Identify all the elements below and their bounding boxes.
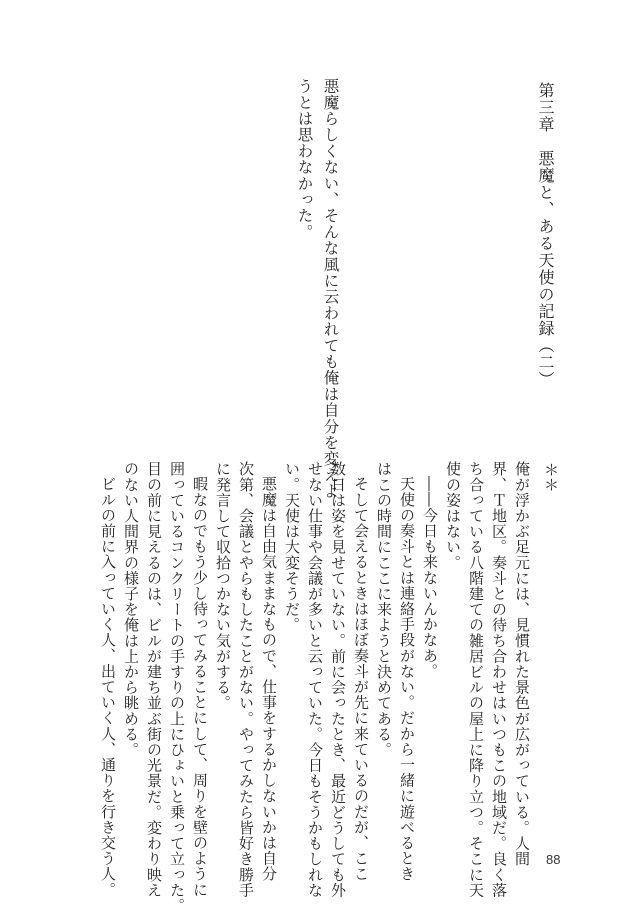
chapter-title: 第三章 悪魔と、ある天使の記録（二） xyxy=(536,82,555,388)
body-line: 俺が浮かぶ足元には、見慣れた景色が広がっている。人間 xyxy=(513,461,531,867)
body-line: 天使の奏斗とは連絡手段がない。だから一緒に遊べるとき xyxy=(398,476,416,882)
body-line: そして会えるときはほぼ奏斗が先に来ているのだが、ここ xyxy=(352,476,370,882)
page-number: 88 xyxy=(546,852,561,867)
body-line: 界、Ｔ地区。奏斗との待ち合わせはいつもこの地域だ。良く落 xyxy=(490,461,508,898)
body-line: 次第、会議とやらもしたことがない。やってみたら皆好き勝手 xyxy=(237,461,255,898)
epigraph-line-2: うとは思わなかった。 xyxy=(295,78,314,240)
body-line: ち合っている八階建ての雑居ビルの屋上に降り立つ。そこに天 xyxy=(467,461,485,898)
body-line: 数日は姿を見せていない。前に会ったとき、最近どうしても外 xyxy=(329,461,347,898)
body-line: せない仕事や会議が多いと云っていた。今日もそうかもしれな xyxy=(306,461,324,898)
body-line: 囲っているコンクリートの手すりの上にひょいと乗って立った。 xyxy=(168,461,186,913)
body-line: ――今日も来ないんかなあ。 xyxy=(421,476,439,679)
body-line: のない人間界の様子を俺は上から眺める。 xyxy=(122,461,140,758)
epigraph-line-1: 悪魔らしくない、そんな風に云われても俺は自分を変えよ xyxy=(321,78,340,500)
body-line: 悪魔は自由気ままなもので、仕事をするかしないかは自分 xyxy=(260,476,278,882)
body-line: に発言して収拾つかない気がする。 xyxy=(214,461,232,711)
body-line: ビルの前に入っていく人、出ていく人、通りを行き交う人。 xyxy=(99,476,117,898)
body-line: 目の前に見えるのは、ビルが建ち並ぶ街の光景だ。変わり映え xyxy=(145,461,163,898)
body-line: 使の姿はない。 xyxy=(444,461,462,571)
body-line: 暇なのでもう少し待ってみることにして、周りを壁のように xyxy=(191,476,209,898)
scene-break: ＊＊ xyxy=(542,462,560,492)
body-line: はこの時間にここに来ようと決めてある。 xyxy=(375,461,393,758)
body-line: い。天使は大変そうだ。 xyxy=(283,461,301,633)
